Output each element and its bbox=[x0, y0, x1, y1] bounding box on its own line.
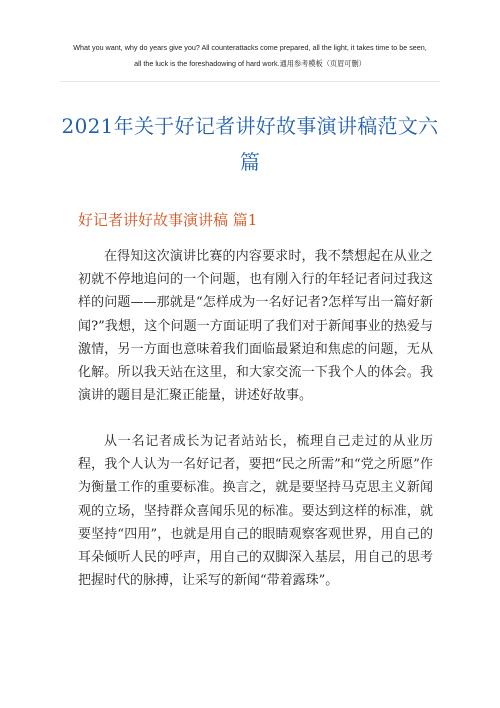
title-line-1: 2021年关于好记者讲好故事演讲稿范文六 bbox=[61, 114, 439, 138]
section-heading: 好记者讲好故事演讲稿 篇1 bbox=[78, 211, 258, 229]
header-divider bbox=[60, 81, 440, 82]
title-line-2: 篇 bbox=[239, 150, 261, 174]
header-line-2: all the luck is the foreshadowing of hard work.通用参考模板（页眉可删） bbox=[134, 59, 366, 68]
body-paragraph: 从一名记者成长为记者站站长，梳理自己走过的从业历程，我个人认为一名好记者，要把“民之所需”和“党之所愿”作为衡量工作的重要标准。换言之，就是要坚持马克思主义新闻观的立场，坚持群众喜闻乐见的标准。要达到这样的标准，就要坚持“四用”，也就是用自己的眼睛观察客观世界，用自己的耳朵倾听人民的呼声，用自己的双脚深入基层，用自己的思考把握时代的脉搏，让采写的新闻“带着露珠”。 bbox=[78, 434, 433, 589]
page-header bbox=[40, 40, 460, 72]
document-title bbox=[60, 108, 440, 180]
header-line-1: What you want, why do years give you? All counterattacks come prepared, all the light, it takes time to be seen, bbox=[73, 43, 427, 52]
body-paragraph: 在得知这次演讲比赛的内容要求时，我不禁想起在从业之初就不停地追问的一个问题，也有刚入行的年轻记者问过我这样的问题——那就是“怎样成为一名好记者?怎样写出一篇好新闻?”我想，这个问题一方面证明了我们对于新闻事业的热爱与激情，另一方面也意味着我们面临最紧迫和焦虑的问题，无从化解。所以我天站在这里，和大家交流一下我个人的体会。我演讲的题目是汇聚正能量，讲述好故事。 bbox=[78, 249, 433, 404]
